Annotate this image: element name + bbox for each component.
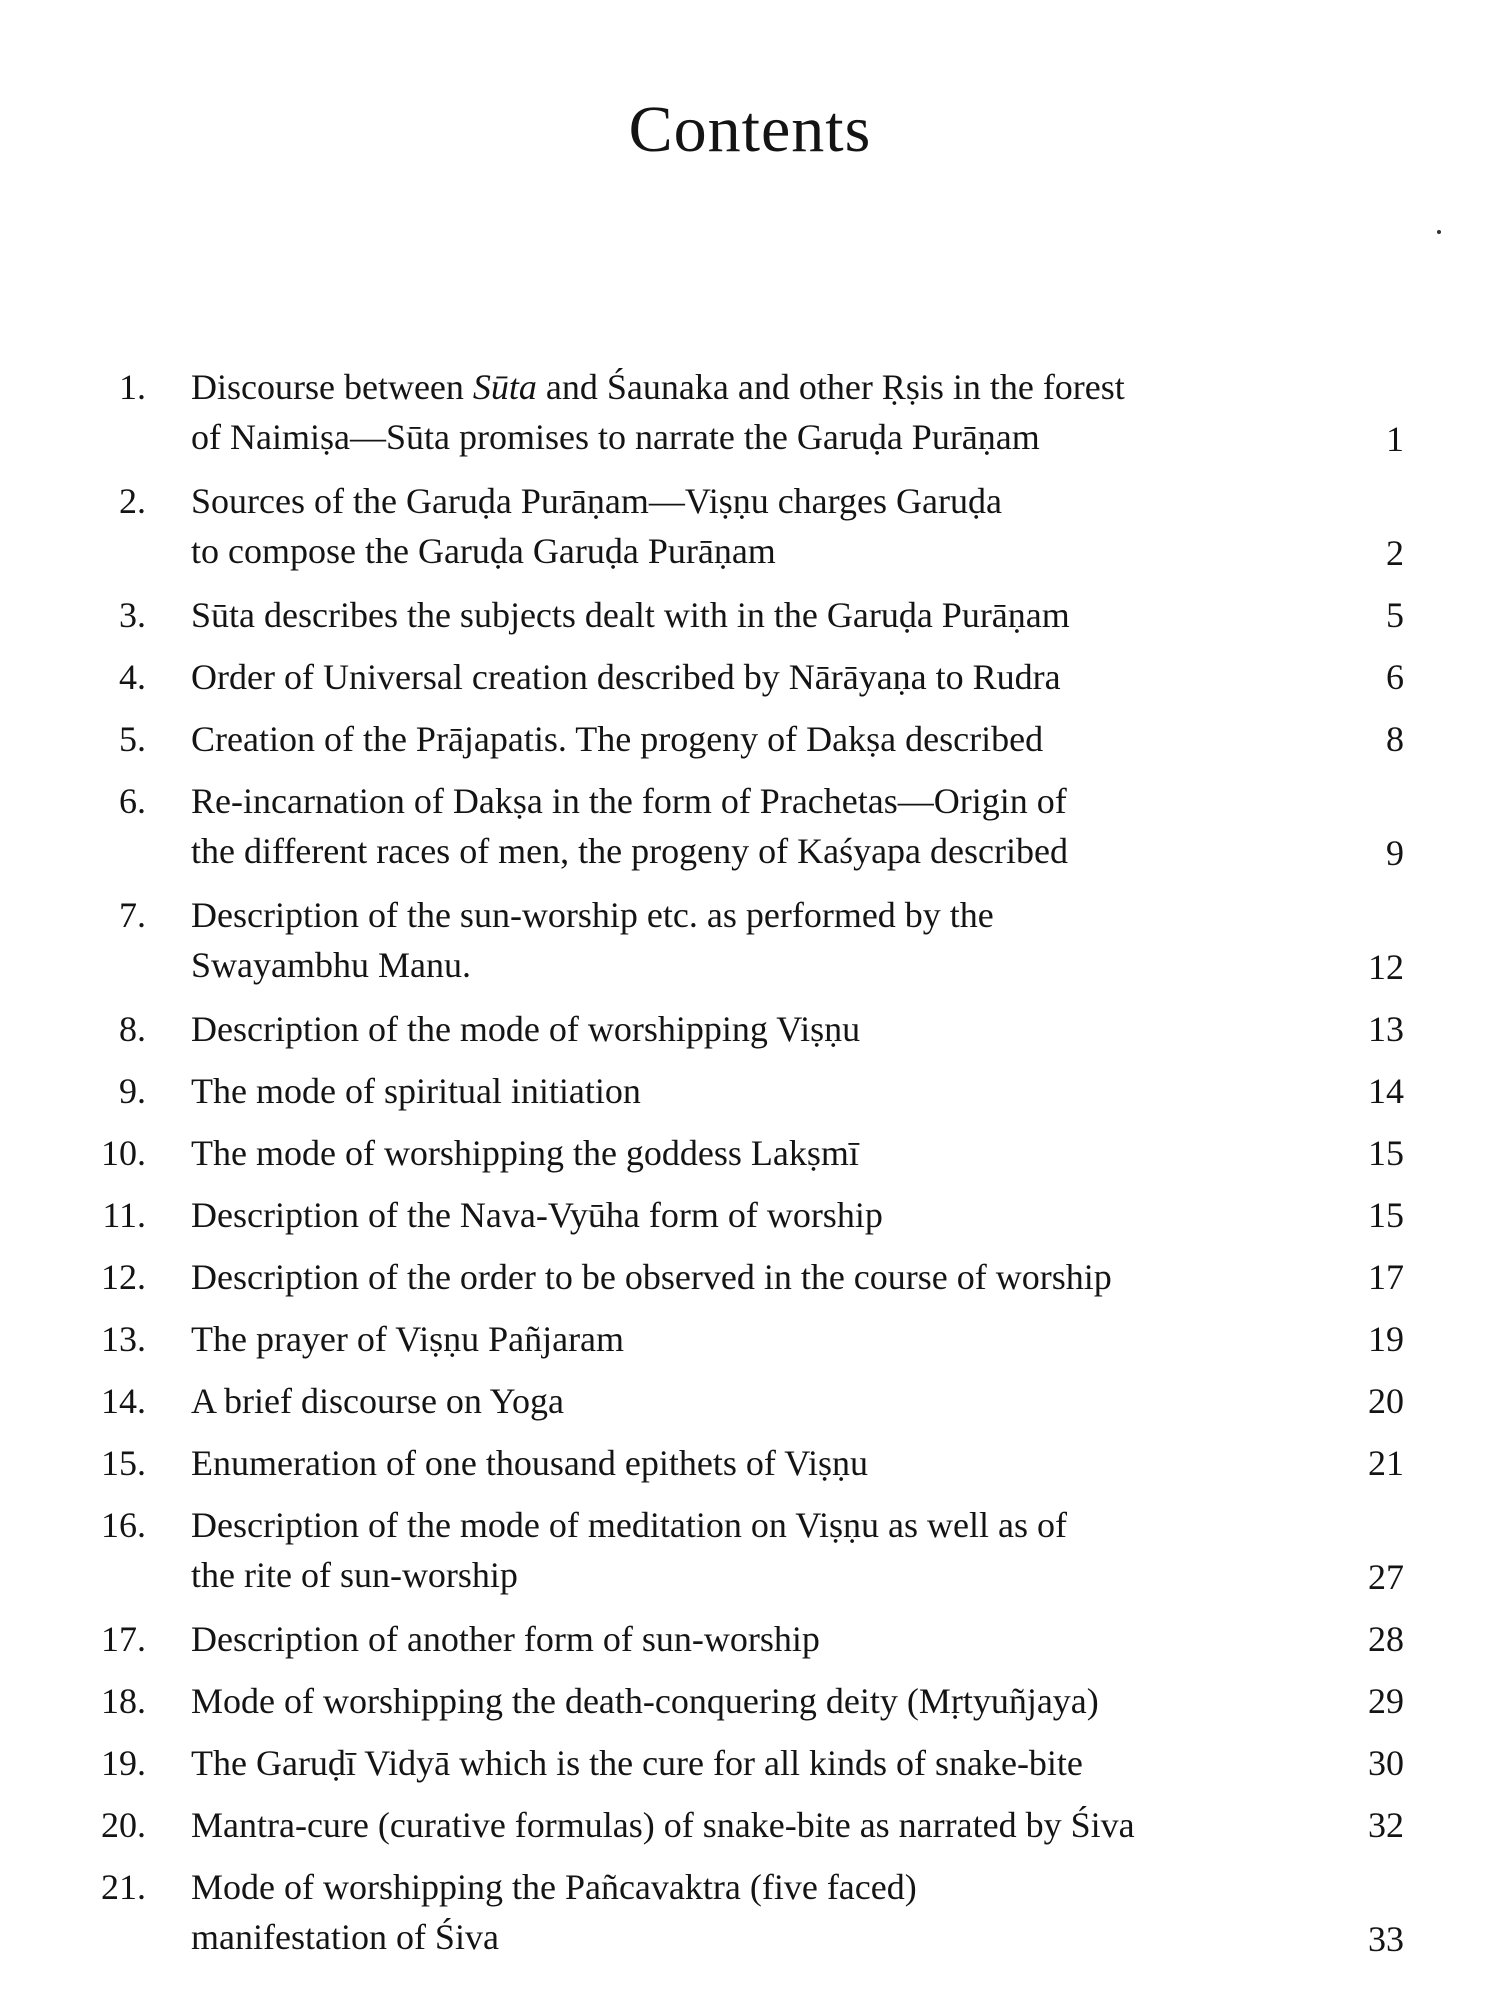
toc-entry-page-number: 15 — [1368, 1133, 1404, 1173]
toc-entry-number: 7. — [119, 895, 146, 935]
toc-entry-title — [191, 590, 1331, 640]
toc-entry-page-number: 12 — [1368, 947, 1404, 987]
toc-entry-title-line: to compose the Garuḍa Garuḍa Purāṇam — [191, 531, 776, 571]
toc-entry-number: 6. — [119, 781, 146, 821]
toc-entry-page-number: 2 — [1386, 533, 1404, 573]
toc-entry-page-number: 28 — [1368, 1619, 1404, 1659]
toc-entry — [0, 1066, 1500, 1128]
toc-entry-title — [191, 1128, 1331, 1178]
toc-entry-number: 13. — [101, 1319, 146, 1359]
toc-entry — [0, 1128, 1500, 1190]
toc-entry — [0, 1676, 1500, 1738]
toc-entry-title-line: Description of the mode of meditation on Viṣṇu as well as of — [191, 1505, 1068, 1545]
toc-entry-number: 2. — [119, 481, 146, 521]
toc-entry — [0, 362, 1500, 476]
toc-entry-page-number: 27 — [1368, 1557, 1404, 1597]
toc-entry-page-number: 14 — [1368, 1071, 1404, 1111]
toc-entry-title-line: the rite of sun-worship — [191, 1555, 518, 1595]
toc-entry-title-line: Mode of worshipping the Pañcavaktra (five faced) — [191, 1867, 917, 1907]
toc-entry-number: 17. — [101, 1619, 146, 1659]
toc-entry-page-number: 15 — [1368, 1195, 1404, 1235]
toc-entry — [0, 776, 1500, 890]
toc-entry-number: 21. — [101, 1867, 146, 1907]
toc-entry-page-number: 6 — [1386, 657, 1404, 697]
toc-entry-page-number: 13 — [1368, 1009, 1404, 1049]
italic-term: Sūta — [472, 367, 537, 407]
toc-entry-title — [191, 476, 1331, 576]
toc-entry-page-number: 9 — [1386, 833, 1404, 873]
toc-entry-number: 4. — [119, 657, 146, 697]
toc-entry-number: 18. — [101, 1681, 146, 1721]
toc-entry-number: 3. — [119, 595, 146, 635]
toc-entry — [0, 714, 1500, 776]
toc-entry-title-line: Description of the Nava-Vyūha form of worship — [191, 1195, 883, 1235]
toc-entry-number: 5. — [119, 719, 146, 759]
toc-entry-title — [191, 1376, 1331, 1426]
toc-entry-title — [191, 362, 1331, 462]
toc-entry-page-number: 5 — [1386, 595, 1404, 635]
toc-entry-page-number: 30 — [1368, 1743, 1404, 1783]
toc-entry — [0, 1376, 1500, 1438]
toc-entry-title-line: Sūta describes the subjects dealt with in the Garuḍa Purāṇam — [191, 595, 1070, 635]
toc-entry-page-number: 29 — [1368, 1681, 1404, 1721]
toc-entry-page-number: 33 — [1368, 1919, 1404, 1959]
toc-entry-number: 12. — [101, 1257, 146, 1297]
toc-entry-number: 14. — [101, 1381, 146, 1421]
toc-entry-title — [191, 1500, 1331, 1600]
toc-entry-title — [191, 890, 1331, 990]
toc-entry-title-line: Order of Universal creation described by Nārāyaṇa to Rudra — [191, 657, 1061, 697]
toc-entry-page-number: 20 — [1368, 1381, 1404, 1421]
toc-entry — [0, 476, 1500, 590]
toc-entry-title-line: Mantra-cure (curative formulas) of snake-bite as narrated by Śiva — [191, 1805, 1135, 1845]
toc-entry-number: 16. — [101, 1505, 146, 1545]
toc-entry — [0, 1500, 1500, 1614]
toc-entry-page-number: 21 — [1368, 1443, 1404, 1483]
toc-entry-title-line: The mode of spiritual initiation — [191, 1071, 641, 1111]
toc-entry-title-line: Description of the mode of worshipping Viṣṇu — [191, 1009, 861, 1049]
table-of-contents — [0, 362, 1500, 1976]
toc-entry — [0, 590, 1500, 652]
print-speck — [1437, 230, 1441, 234]
toc-entry-title-line: The prayer of Viṣṇu Pañjaram — [191, 1319, 625, 1359]
toc-entry-title — [191, 1862, 1331, 1962]
toc-entry — [0, 1614, 1500, 1676]
toc-entry — [0, 1862, 1500, 1976]
toc-entry-title — [191, 1438, 1331, 1488]
toc-entry — [0, 1438, 1500, 1500]
toc-entry-page-number: 17 — [1368, 1257, 1404, 1297]
toc-entry-title — [191, 1800, 1331, 1850]
toc-entry-number: 19. — [101, 1743, 146, 1783]
toc-entry — [0, 1004, 1500, 1066]
toc-entry-title-line: Discourse between Sūta and Śaunaka and other Ṛṣis in the forest — [191, 367, 1125, 407]
toc-entry-title — [191, 652, 1331, 702]
toc-entry — [0, 1252, 1500, 1314]
toc-entry-title-line: manifestation of Śiva — [191, 1917, 499, 1957]
toc-entry-title-line: the different races of men, the progeny of Kaśyapa described — [191, 831, 1068, 871]
toc-entry — [0, 1190, 1500, 1252]
toc-entry-title — [191, 1252, 1331, 1302]
toc-entry-number: 20. — [101, 1805, 146, 1845]
toc-entry-title — [191, 714, 1331, 764]
toc-entry — [0, 890, 1500, 1004]
toc-entry-title-line: Re-incarnation of Dakṣa in the form of Prachetas—Origin of — [191, 781, 1067, 821]
toc-entry — [0, 1738, 1500, 1800]
toc-entry-title — [191, 1314, 1331, 1364]
toc-entry-title-line: Sources of the Garuḍa Purāṇam—Viṣṇu charges Garuḍa — [191, 481, 1002, 521]
toc-entry-number: 11. — [102, 1195, 146, 1235]
toc-entry-title — [191, 776, 1331, 876]
toc-entry-title-line: of Naimiṣa—Sūta promises to narrate the Garuḍa Purāṇam — [191, 417, 1040, 457]
toc-entry-title-line: The Garuḍī Vidyā which is the cure for all kinds of snake-bite — [191, 1743, 1083, 1783]
toc-entry-number: 9. — [119, 1071, 146, 1111]
toc-entry-title — [191, 1004, 1331, 1054]
toc-entry-title-line: A brief discourse on Yoga — [191, 1381, 564, 1421]
toc-entry-number: 10. — [101, 1133, 146, 1173]
toc-entry-title — [191, 1190, 1331, 1240]
toc-entry — [0, 1314, 1500, 1376]
toc-entry — [0, 1800, 1500, 1862]
toc-entry-title-line: Description of the sun-worship etc. as performed by the — [191, 895, 994, 935]
toc-entry-number: 1. — [119, 367, 146, 407]
toc-entry-title-line: Mode of worshipping the death-conquering deity (Mṛtyuñjaya) — [191, 1681, 1099, 1721]
toc-entry-title-line: Creation of the Prājapatis. The progeny of Dakṣa described — [191, 719, 1044, 759]
toc-entry-title-line: Description of the order to be observed in the course of worship — [191, 1257, 1112, 1297]
toc-entry-number: 15. — [101, 1443, 146, 1483]
toc-entry-title-line: Enumeration of one thousand epithets of Viṣṇu — [191, 1443, 869, 1483]
toc-entry-title — [191, 1738, 1331, 1788]
toc-entry-title — [191, 1676, 1331, 1726]
toc-entry-title — [191, 1614, 1331, 1664]
toc-entry-title-line: The mode of worshipping the goddess Lakṣmī — [191, 1133, 859, 1173]
toc-entry — [0, 652, 1500, 714]
toc-entry-page-number: 8 — [1386, 719, 1404, 759]
toc-entry-title-line: Description of another form of sun-worship — [191, 1619, 820, 1659]
toc-entry-title — [191, 1066, 1331, 1116]
page-title: Contents — [628, 93, 872, 166]
toc-entry-title-line: Swayambhu Manu. — [191, 945, 471, 985]
toc-entry-page-number: 19 — [1368, 1319, 1404, 1359]
toc-entry-page-number: 1 — [1386, 419, 1404, 459]
toc-entry-number: 8. — [119, 1009, 146, 1049]
toc-entry-page-number: 32 — [1368, 1805, 1404, 1845]
